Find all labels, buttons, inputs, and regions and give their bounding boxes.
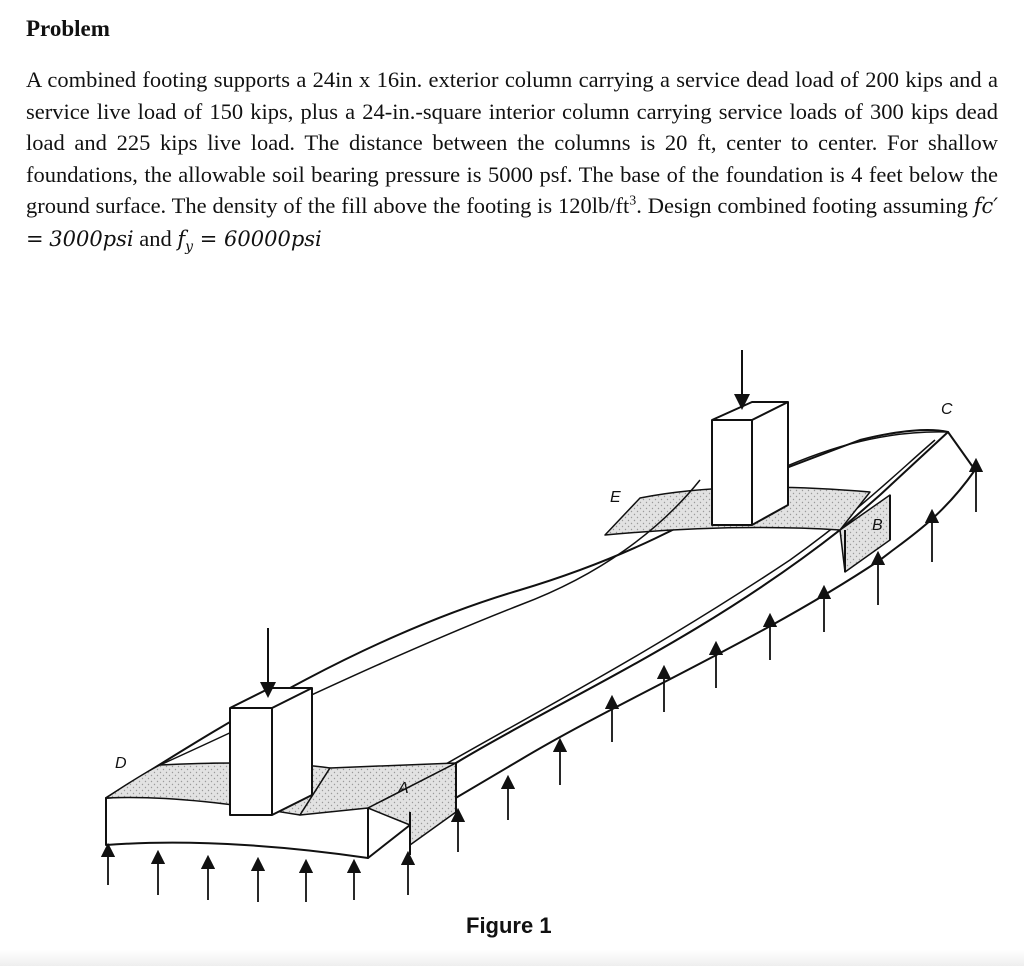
label-d: D: [115, 755, 127, 772]
fc-value: 3000psi: [49, 226, 134, 251]
cubic-exponent: 3: [629, 193, 637, 209]
problem-heading: Problem: [26, 16, 110, 41]
figure-caption: Figure 1: [466, 913, 552, 938]
fy-symbol: $f_y = 60000psi$: [177, 226, 322, 255]
label-b: B: [872, 517, 883, 534]
label-e: E: [610, 489, 621, 506]
combined-footing-figure: [0, 330, 1024, 910]
label-c: C: [941, 401, 953, 418]
problem-text-2: . Design combined footing assuming: [636, 193, 974, 218]
problem-text: A combined footing supports a 24in x 16in. exterior column carrying a service dead load of 200 kips and a service live load of 150 kips, plus a 24-in.-square interior column carrying service loads of 300 kips dead load and 225 kips live load. The distance between the columns is 20 ft, center to center. For shallow foundations, the allowable soil bearing pressure is 5000 psf. The base of the foundation is 4 feet below the ground surface. The density of the fill above the footing is 120lb/ft: [26, 67, 998, 218]
label-a: A: [398, 780, 409, 797]
and-text: and: [133, 225, 178, 251]
bottom-shadow: [0, 950, 1024, 966]
fc-symbol: fc′ =: [26, 194, 999, 251]
problem-statement: [26, 64, 998, 255]
